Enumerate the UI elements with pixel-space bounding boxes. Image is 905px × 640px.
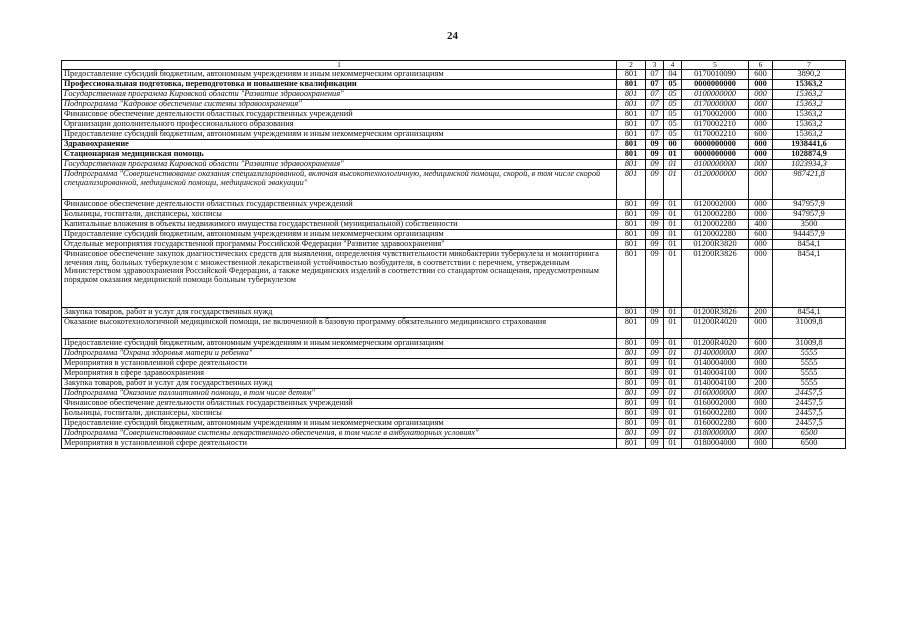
row-pr-cell: 01 bbox=[664, 170, 682, 200]
row-vr-cell: 000 bbox=[749, 408, 773, 418]
row-pr-cell: 01 bbox=[664, 398, 682, 408]
row-vr-cell: 000 bbox=[749, 120, 773, 130]
row-rz-cell: 07 bbox=[646, 120, 664, 130]
row-gr-cell: 801 bbox=[617, 318, 646, 338]
header-cell: 5 bbox=[682, 61, 749, 70]
row-csr-cell: 01200R4020 bbox=[682, 338, 749, 348]
header-cell: 3 bbox=[646, 61, 664, 70]
row-amount-cell: 5555 bbox=[773, 348, 846, 358]
row-csr-cell: 0170002210 bbox=[682, 120, 749, 130]
row-vr-cell: 000 bbox=[749, 388, 773, 398]
row-gr-cell: 801 bbox=[617, 160, 646, 170]
row-csr-cell: 0160000000 bbox=[682, 388, 749, 398]
row-vr-cell: 000 bbox=[749, 170, 773, 200]
row-rz-cell: 09 bbox=[646, 239, 664, 249]
row-name-cell: Предоставление субсидий бюджетным, автономным учреждениям и иным некоммерческим организациям bbox=[62, 418, 617, 428]
row-amount-cell: 5555 bbox=[773, 378, 846, 388]
row-name-cell: Больницы, госпитали, диспансеры, хосписы bbox=[62, 209, 617, 219]
row-amount-cell: 8454,1 bbox=[773, 308, 846, 318]
row-vr-cell: 000 bbox=[749, 428, 773, 438]
row-rz-cell: 09 bbox=[646, 150, 664, 160]
row-rz-cell: 07 bbox=[646, 70, 664, 80]
row-amount-cell: 15363,2 bbox=[773, 100, 846, 110]
row-rz-cell: 09 bbox=[646, 418, 664, 428]
table-row bbox=[62, 388, 846, 398]
row-amount-cell: 987421,8 bbox=[773, 170, 846, 200]
row-vr-cell: 000 bbox=[749, 398, 773, 408]
row-pr-cell: 05 bbox=[664, 120, 682, 130]
row-rz-cell: 09 bbox=[646, 398, 664, 408]
row-pr-cell: 05 bbox=[664, 80, 682, 90]
row-vr-cell: 000 bbox=[749, 239, 773, 249]
row-csr-cell: 0100000000 bbox=[682, 90, 749, 100]
row-name-cell: Финансовое обеспечение деятельности областных государственных учреждений bbox=[62, 110, 617, 120]
table-row bbox=[62, 120, 846, 130]
row-pr-cell: 04 bbox=[664, 70, 682, 80]
row-name-cell: Подпрограмма "Кадровое обеспечение системы здравоохранения" bbox=[62, 100, 617, 110]
row-vr-cell: 600 bbox=[749, 130, 773, 140]
header-cell: 1 bbox=[62, 61, 617, 70]
row-rz-cell: 09 bbox=[646, 388, 664, 398]
row-csr-cell: 0000000000 bbox=[682, 140, 749, 150]
row-csr-cell: 01200R3820 bbox=[682, 239, 749, 249]
table-row bbox=[62, 318, 846, 338]
row-csr-cell: 0000000000 bbox=[682, 80, 749, 90]
row-gr-cell: 801 bbox=[617, 408, 646, 418]
row-pr-cell: 01 bbox=[664, 348, 682, 358]
row-rz-cell: 09 bbox=[646, 428, 664, 438]
table-row bbox=[62, 308, 846, 318]
row-vr-cell: 600 bbox=[749, 70, 773, 80]
row-pr-cell: 01 bbox=[664, 368, 682, 378]
row-vr-cell: 200 bbox=[749, 308, 773, 318]
row-csr-cell: 0120002000 bbox=[682, 199, 749, 209]
row-csr-cell: 0140004000 bbox=[682, 358, 749, 368]
row-name-cell: Мероприятия в установленной сфере деятельности bbox=[62, 438, 617, 448]
row-vr-cell: 000 bbox=[749, 160, 773, 170]
row-pr-cell: 00 bbox=[664, 140, 682, 150]
row-csr-cell: 0120000000 bbox=[682, 170, 749, 200]
row-name-cell: Подпрограмма "Оказание паллиативной помощи, в том числе детям" bbox=[62, 388, 617, 398]
row-csr-cell: 0120002280 bbox=[682, 209, 749, 219]
row-pr-cell: 05 bbox=[664, 100, 682, 110]
row-gr-cell: 801 bbox=[617, 70, 646, 80]
row-gr-cell: 801 bbox=[617, 428, 646, 438]
table-row bbox=[62, 80, 846, 90]
row-vr-cell: 600 bbox=[749, 418, 773, 428]
row-rz-cell: 09 bbox=[646, 358, 664, 368]
header-cell: 4 bbox=[664, 61, 682, 70]
row-amount-cell: 944457,9 bbox=[773, 229, 846, 239]
row-name-cell: Финансовое обеспечение деятельности областных государственных учреждений bbox=[62, 199, 617, 209]
row-gr-cell: 801 bbox=[617, 368, 646, 378]
row-rz-cell: 07 bbox=[646, 130, 664, 140]
row-rz-cell: 09 bbox=[646, 199, 664, 209]
row-name-cell: Подпрограмма "Совершенствование оказания специализированной, включая высокотехнологичную, медицинской помощи, скорой, в том числе скорой специализированной, медицинской помощи, медицинской эвакуации" bbox=[62, 170, 617, 200]
table-row bbox=[62, 130, 846, 140]
row-rz-cell: 09 bbox=[646, 378, 664, 388]
row-pr-cell: 01 bbox=[664, 199, 682, 209]
row-amount-cell: 1938441,6 bbox=[773, 140, 846, 150]
row-name-cell: Государственная программа Кировской области "Развитие здравоохранения" bbox=[62, 160, 617, 170]
row-csr-cell: 0170010090 bbox=[682, 70, 749, 80]
row-name-cell: Государственная программа Кировской области "Развитие здравоохранения" bbox=[62, 90, 617, 100]
row-vr-cell: 600 bbox=[749, 229, 773, 239]
row-name-cell: Закупка товаров, работ и услуг для государственных нужд bbox=[62, 378, 617, 388]
row-gr-cell: 801 bbox=[617, 348, 646, 358]
row-rz-cell: 09 bbox=[646, 338, 664, 348]
row-csr-cell: 0180004000 bbox=[682, 438, 749, 448]
row-amount-cell: 1028874,9 bbox=[773, 150, 846, 160]
row-gr-cell: 801 bbox=[617, 438, 646, 448]
table-row bbox=[62, 150, 846, 160]
row-csr-cell: 0120002280 bbox=[682, 219, 749, 229]
row-name-cell: Предоставление субсидий бюджетным, автономным учреждениям и иным некоммерческим организациям bbox=[62, 338, 617, 348]
row-pr-cell: 01 bbox=[664, 209, 682, 219]
row-rz-cell: 09 bbox=[646, 160, 664, 170]
table-row bbox=[62, 368, 846, 378]
row-csr-cell: 0140000000 bbox=[682, 348, 749, 358]
row-rz-cell: 07 bbox=[646, 90, 664, 100]
table-row bbox=[62, 358, 846, 368]
row-pr-cell: 01 bbox=[664, 150, 682, 160]
table-row bbox=[62, 338, 846, 348]
row-name-cell: Стационарная медицинская помощь bbox=[62, 150, 617, 160]
row-gr-cell: 801 bbox=[617, 229, 646, 239]
table-header-row bbox=[62, 61, 846, 70]
row-pr-cell: 01 bbox=[664, 160, 682, 170]
row-pr-cell: 01 bbox=[664, 358, 682, 368]
row-csr-cell: 01200R3826 bbox=[682, 249, 749, 308]
row-rz-cell: 09 bbox=[646, 348, 664, 358]
row-amount-cell: 6500 bbox=[773, 428, 846, 438]
row-vr-cell: 000 bbox=[749, 368, 773, 378]
row-pr-cell: 01 bbox=[664, 378, 682, 388]
row-vr-cell: 000 bbox=[749, 90, 773, 100]
row-pr-cell: 01 bbox=[664, 219, 682, 229]
row-rz-cell: 09 bbox=[646, 438, 664, 448]
row-amount-cell: 15363,2 bbox=[773, 80, 846, 90]
row-amount-cell: 15363,2 bbox=[773, 120, 846, 130]
row-vr-cell: 000 bbox=[749, 110, 773, 120]
row-vr-cell: 600 bbox=[749, 338, 773, 348]
table-row bbox=[62, 170, 846, 200]
row-amount-cell: 31009,8 bbox=[773, 338, 846, 348]
table-row bbox=[62, 219, 846, 229]
row-vr-cell: 000 bbox=[749, 199, 773, 209]
row-name-cell: Больницы, госпитали, диспансеры, хосписы bbox=[62, 408, 617, 418]
row-amount-cell: 15363,2 bbox=[773, 130, 846, 140]
table-row bbox=[62, 398, 846, 408]
row-gr-cell: 801 bbox=[617, 338, 646, 348]
budget-table bbox=[61, 60, 846, 449]
row-name-cell: Предоставление субсидий бюджетным, автономным учреждениям и иным некоммерческим организациям bbox=[62, 130, 617, 140]
row-vr-cell: 000 bbox=[749, 249, 773, 308]
row-pr-cell: 01 bbox=[664, 318, 682, 338]
row-vr-cell: 400 bbox=[749, 219, 773, 229]
row-rz-cell: 07 bbox=[646, 100, 664, 110]
row-amount-cell: 1023934,3 bbox=[773, 160, 846, 170]
row-csr-cell: 0100000000 bbox=[682, 160, 749, 170]
row-rz-cell: 09 bbox=[646, 308, 664, 318]
table-row bbox=[62, 428, 846, 438]
table-row bbox=[62, 408, 846, 418]
header-cell: 7 bbox=[773, 61, 846, 70]
row-name-cell: Подпрограмма "Совершенствование системы лекарственного обеспечения, в том числе в амбулаторных условиях" bbox=[62, 428, 617, 438]
row-amount-cell: 3890,2 bbox=[773, 70, 846, 80]
row-gr-cell: 801 bbox=[617, 249, 646, 308]
table-row bbox=[62, 209, 846, 219]
row-name-cell: Здравоохранение bbox=[62, 140, 617, 150]
row-csr-cell: 0170002000 bbox=[682, 110, 749, 120]
row-amount-cell: 15363,2 bbox=[773, 90, 846, 100]
row-amount-cell: 24457,5 bbox=[773, 408, 846, 418]
row-amount-cell: 8454,1 bbox=[773, 239, 846, 249]
row-gr-cell: 801 bbox=[617, 170, 646, 200]
row-csr-cell: 0170000000 bbox=[682, 100, 749, 110]
row-gr-cell: 801 bbox=[617, 100, 646, 110]
row-vr-cell: 000 bbox=[749, 209, 773, 219]
row-name-cell: Мероприятия в сфере здравоохранения bbox=[62, 368, 617, 378]
row-rz-cell: 09 bbox=[646, 318, 664, 338]
row-csr-cell: 0160002000 bbox=[682, 398, 749, 408]
row-name-cell: Подпрограмма "Охрана здоровья матери и ребенка" bbox=[62, 348, 617, 358]
row-rz-cell: 09 bbox=[646, 219, 664, 229]
row-name-cell: Мероприятия в установленной сфере деятельности bbox=[62, 358, 617, 368]
row-gr-cell: 801 bbox=[617, 308, 646, 318]
row-gr-cell: 801 bbox=[617, 120, 646, 130]
row-csr-cell: 0120002280 bbox=[682, 229, 749, 239]
row-rz-cell: 09 bbox=[646, 249, 664, 308]
row-rz-cell: 09 bbox=[646, 408, 664, 418]
row-gr-cell: 801 bbox=[617, 150, 646, 160]
row-amount-cell: 24457,5 bbox=[773, 388, 846, 398]
row-vr-cell: 000 bbox=[749, 150, 773, 160]
row-pr-cell: 01 bbox=[664, 308, 682, 318]
row-vr-cell: 000 bbox=[749, 438, 773, 448]
row-gr-cell: 801 bbox=[617, 219, 646, 229]
row-rz-cell: 09 bbox=[646, 209, 664, 219]
row-rz-cell: 07 bbox=[646, 110, 664, 120]
table-row bbox=[62, 140, 846, 150]
table-row bbox=[62, 418, 846, 428]
row-amount-cell: 24457,5 bbox=[773, 418, 846, 428]
row-pr-cell: 01 bbox=[664, 338, 682, 348]
row-amount-cell: 15363,2 bbox=[773, 110, 846, 120]
row-name-cell: Профессиональная подготовка, переподготовка и повышение квалификации bbox=[62, 80, 617, 90]
row-vr-cell: 000 bbox=[749, 100, 773, 110]
row-vr-cell: 000 bbox=[749, 140, 773, 150]
row-name-cell: Финансовое обеспечение закупок диагностических средств для выявления, определения чувствительности микобактерии туберкулеза и мониторинга лечения лиц, больных туберкулезом с множественной лекарственной устойчивостью возбудителя, в соответствии с перечнем, утвержденным Министерством здравоохранения Российской Федерации, а также медицинских изделий в соответствии со стандартом оснащения, предусмотренным порядком оказания медицинской помощи больным туберкулезом bbox=[62, 249, 617, 308]
row-name-cell: Отдельные мероприятия государственной программы Российской Федерации "Развитие здравоохранения" bbox=[62, 239, 617, 249]
row-name-cell: Капитальные вложения в объекты недвижимого имущества государственной (муниципальной) собственности bbox=[62, 219, 617, 229]
row-pr-cell: 01 bbox=[664, 249, 682, 308]
row-pr-cell: 05 bbox=[664, 110, 682, 120]
table-row bbox=[62, 160, 846, 170]
row-amount-cell: 31009,8 bbox=[773, 318, 846, 338]
row-csr-cell: 0000000000 bbox=[682, 150, 749, 160]
row-csr-cell: 0160002280 bbox=[682, 418, 749, 428]
row-vr-cell: 200 bbox=[749, 378, 773, 388]
row-amount-cell: 947957,9 bbox=[773, 209, 846, 219]
row-amount-cell: 24457,5 bbox=[773, 398, 846, 408]
table-row bbox=[62, 378, 846, 388]
row-gr-cell: 801 bbox=[617, 80, 646, 90]
row-pr-cell: 01 bbox=[664, 388, 682, 398]
row-pr-cell: 05 bbox=[664, 130, 682, 140]
row-gr-cell: 801 bbox=[617, 199, 646, 209]
row-gr-cell: 801 bbox=[617, 90, 646, 100]
table-row bbox=[62, 239, 846, 249]
row-name-cell: Закупка товаров, работ и услуг для государственных нужд bbox=[62, 308, 617, 318]
row-vr-cell: 000 bbox=[749, 358, 773, 368]
row-amount-cell: 947957,9 bbox=[773, 199, 846, 209]
row-gr-cell: 801 bbox=[617, 140, 646, 150]
row-csr-cell: 0160002280 bbox=[682, 408, 749, 418]
table-row bbox=[62, 348, 846, 358]
row-gr-cell: 801 bbox=[617, 378, 646, 388]
header-cell: 6 bbox=[749, 61, 773, 70]
row-pr-cell: 01 bbox=[664, 408, 682, 418]
row-pr-cell: 01 bbox=[664, 239, 682, 249]
row-pr-cell: 01 bbox=[664, 438, 682, 448]
row-amount-cell: 8454,1 bbox=[773, 249, 846, 308]
row-vr-cell: 000 bbox=[749, 348, 773, 358]
row-gr-cell: 801 bbox=[617, 398, 646, 408]
row-amount-cell: 5555 bbox=[773, 358, 846, 368]
row-rz-cell: 09 bbox=[646, 170, 664, 200]
row-gr-cell: 801 bbox=[617, 388, 646, 398]
table-row bbox=[62, 70, 846, 80]
row-name-cell: Оказание высокотехнологичной медицинской помощи, не включенной в базовую программу обязательного медицинского страхования bbox=[62, 318, 617, 338]
table-row bbox=[62, 110, 846, 120]
row-pr-cell: 01 bbox=[664, 428, 682, 438]
row-vr-cell: 000 bbox=[749, 318, 773, 338]
row-gr-cell: 801 bbox=[617, 358, 646, 368]
row-name-cell: Организации дополнительного профессионального образования bbox=[62, 120, 617, 130]
row-rz-cell: 09 bbox=[646, 140, 664, 150]
row-gr-cell: 801 bbox=[617, 418, 646, 428]
row-csr-cell: 0140004100 bbox=[682, 368, 749, 378]
row-pr-cell: 05 bbox=[664, 90, 682, 100]
row-vr-cell: 000 bbox=[749, 80, 773, 90]
row-csr-cell: 01200R4020 bbox=[682, 318, 749, 338]
row-csr-cell: 01200R3826 bbox=[682, 308, 749, 318]
row-csr-cell: 0140004100 bbox=[682, 378, 749, 388]
page-number: 24 bbox=[447, 30, 458, 42]
row-gr-cell: 801 bbox=[617, 110, 646, 120]
row-amount-cell: 5555 bbox=[773, 368, 846, 378]
row-gr-cell: 801 bbox=[617, 209, 646, 219]
row-rz-cell: 07 bbox=[646, 80, 664, 90]
row-pr-cell: 01 bbox=[664, 418, 682, 428]
row-name-cell: Предоставление субсидий бюджетным, автономным учреждениям и иным некоммерческим организациям bbox=[62, 229, 617, 239]
table-row bbox=[62, 90, 846, 100]
row-rz-cell: 09 bbox=[646, 368, 664, 378]
row-amount-cell: 3500 bbox=[773, 219, 846, 229]
header-cell: 2 bbox=[617, 61, 646, 70]
row-name-cell: Предоставление субсидий бюджетным, автономным учреждениям и иным некоммерческим организациям bbox=[62, 70, 617, 80]
row-name-cell: Финансовое обеспечение деятельности областных государственных учреждений bbox=[62, 398, 617, 408]
row-amount-cell: 6500 bbox=[773, 438, 846, 448]
row-rz-cell: 09 bbox=[646, 229, 664, 239]
row-pr-cell: 01 bbox=[664, 229, 682, 239]
table-row bbox=[62, 100, 846, 110]
row-csr-cell: 0170002210 bbox=[682, 130, 749, 140]
row-gr-cell: 801 bbox=[617, 130, 646, 140]
table-row bbox=[62, 438, 846, 448]
table-row bbox=[62, 229, 846, 239]
table-row bbox=[62, 199, 846, 209]
row-gr-cell: 801 bbox=[617, 239, 646, 249]
row-csr-cell: 0180000000 bbox=[682, 428, 749, 438]
table-row bbox=[62, 249, 846, 308]
